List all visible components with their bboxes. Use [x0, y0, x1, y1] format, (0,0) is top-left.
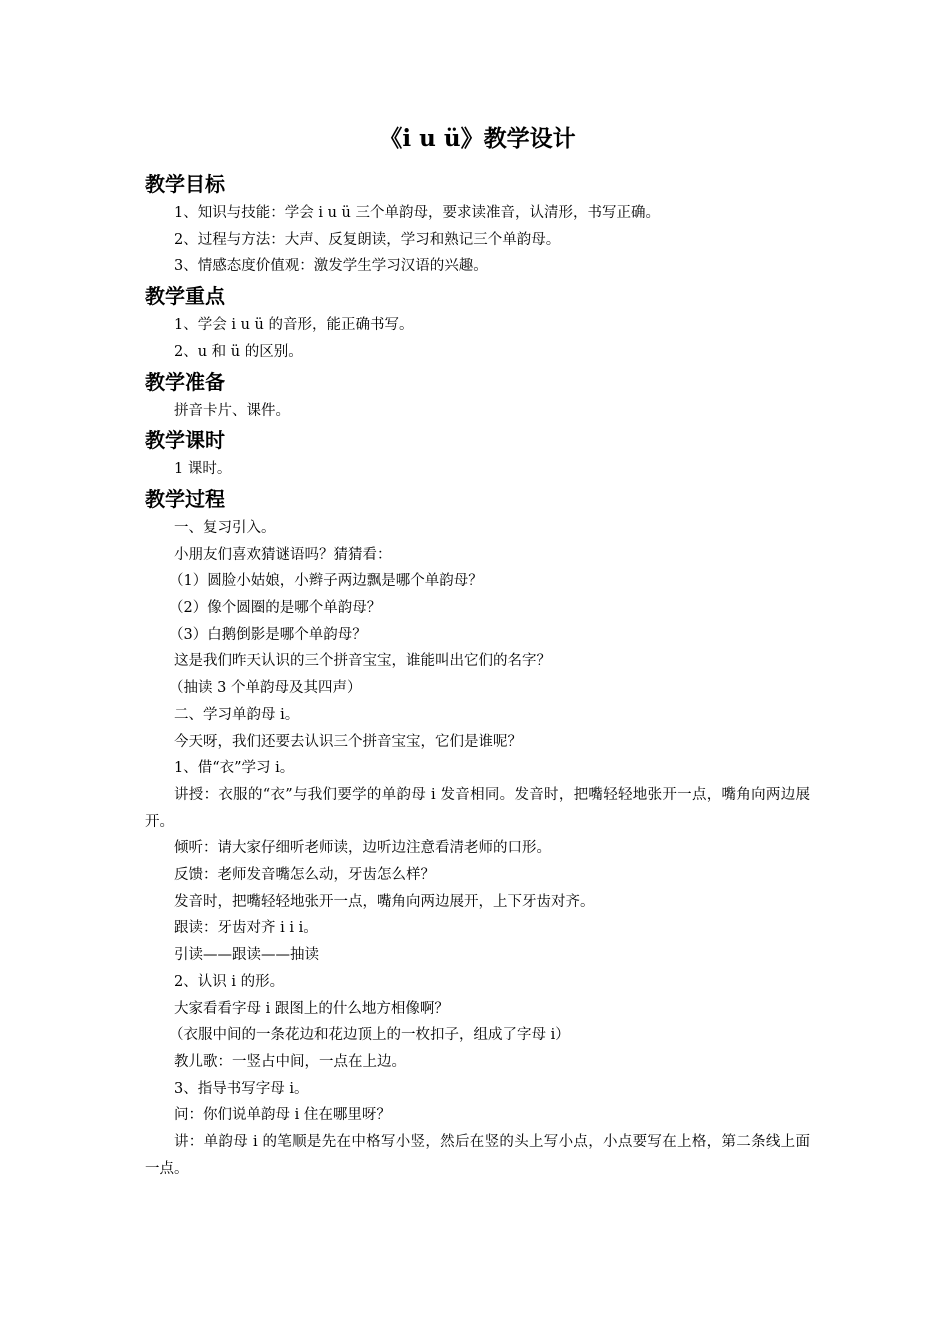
key-point-item: 1、学会 i u ü 的音形，能正确书写。 [174, 317, 414, 334]
process-item: 讲：单韵母 i 的笔顺是先在中格写小竖，然后在竖的头上写小点，小点要写在上格，第二条线上面一点。 [145, 1134, 810, 1177]
process-item: 这是我们昨天认识的三个拼音宝宝，谁能叫出它们的名字？ [174, 653, 551, 670]
process-item: （抽读 3 个单韵母及其四声） [169, 680, 362, 697]
process-item: （3）白鹅倒影是哪个单韵母？ [169, 626, 367, 643]
process-item: 小朋友们喜欢猜谜语吗？猜猜看： [174, 546, 392, 563]
process-item: 二、学习单韵母 i。 [174, 706, 300, 723]
process-item: 跟读：牙齿对齐 i i i。 [174, 920, 318, 937]
process-item: （1）圆脸小姑娘，小辫子两边飘是哪个单韵母？ [169, 573, 483, 590]
goal-item: 1、知识与技能：学会 i u ü 三个单韵母，要求读准音，认清形，书写正确。 [174, 205, 660, 221]
process-item: （2）像个圆圈的是哪个单韵母？ [169, 600, 382, 617]
goal-item: 3、情感态度价值观：激发学生学习汉语的兴趣。 [174, 258, 488, 275]
process-item: 发音时，把嘴轻轻地张开一点，嘴角向两边展开，上下牙齿对齐。 [174, 893, 595, 910]
section-heading-preparation: 教学准备 [145, 369, 225, 394]
process-item: 引读——跟读——抽读 [174, 947, 319, 964]
process-item: 倾听：请大家仔细听老师读，边听边注意看清老师的口形。 [174, 840, 551, 857]
process-item: （衣服中间的一条花边和花边顶上的一枚扣子，组成了字母 i） [169, 1027, 570, 1044]
section-heading-process: 教学过程 [145, 486, 225, 511]
process-item: 大家看看字母 i 跟图上的什么地方相像啊？ [174, 1000, 449, 1017]
key-point-item: 2、u 和 ü 的区别。 [174, 343, 303, 360]
process-item: 教儿歌：一竖占中间，一点在上边。 [174, 1053, 406, 1070]
document-page [145, 120, 810, 1183]
process-item: 3、指导书写字母 i。 [174, 1080, 309, 1097]
process-item: 2、认识 i 的形。 [174, 973, 285, 990]
process-item: 问：你们说单韵母 i 住在哪里呀？ [174, 1107, 391, 1124]
goal-item: 2、过程与方法：大声、反复朗读，学习和熟记三个单韵母。 [174, 231, 561, 248]
process-item: 今天呀，我们还要去认识三个拼音宝宝，它们是谁呢？ [174, 733, 522, 750]
section-heading-duration: 教学课时 [145, 428, 225, 453]
process-item: 反馈：老师发音嘴怎么动，牙齿怎么样？ [174, 867, 435, 884]
process-item: 讲授：衣服的“衣”与我们要学的单韵母 i 发音相同。发音时，把嘴轻轻地张开一点，嘴角向两边展开。 [145, 786, 810, 830]
section-heading-goals: 教学目标 [145, 172, 225, 196]
document-title: 《i u ü》教学设计 [379, 125, 576, 152]
process-item: 1、借“衣”学习 i。 [174, 760, 295, 777]
section-heading-key-points: 教学重点 [145, 284, 225, 309]
preparation-item: 拼音卡片、课件。 [174, 402, 290, 419]
duration-item: 1 课时。 [174, 461, 232, 478]
process-item: 一、复习引入。 [174, 519, 276, 536]
